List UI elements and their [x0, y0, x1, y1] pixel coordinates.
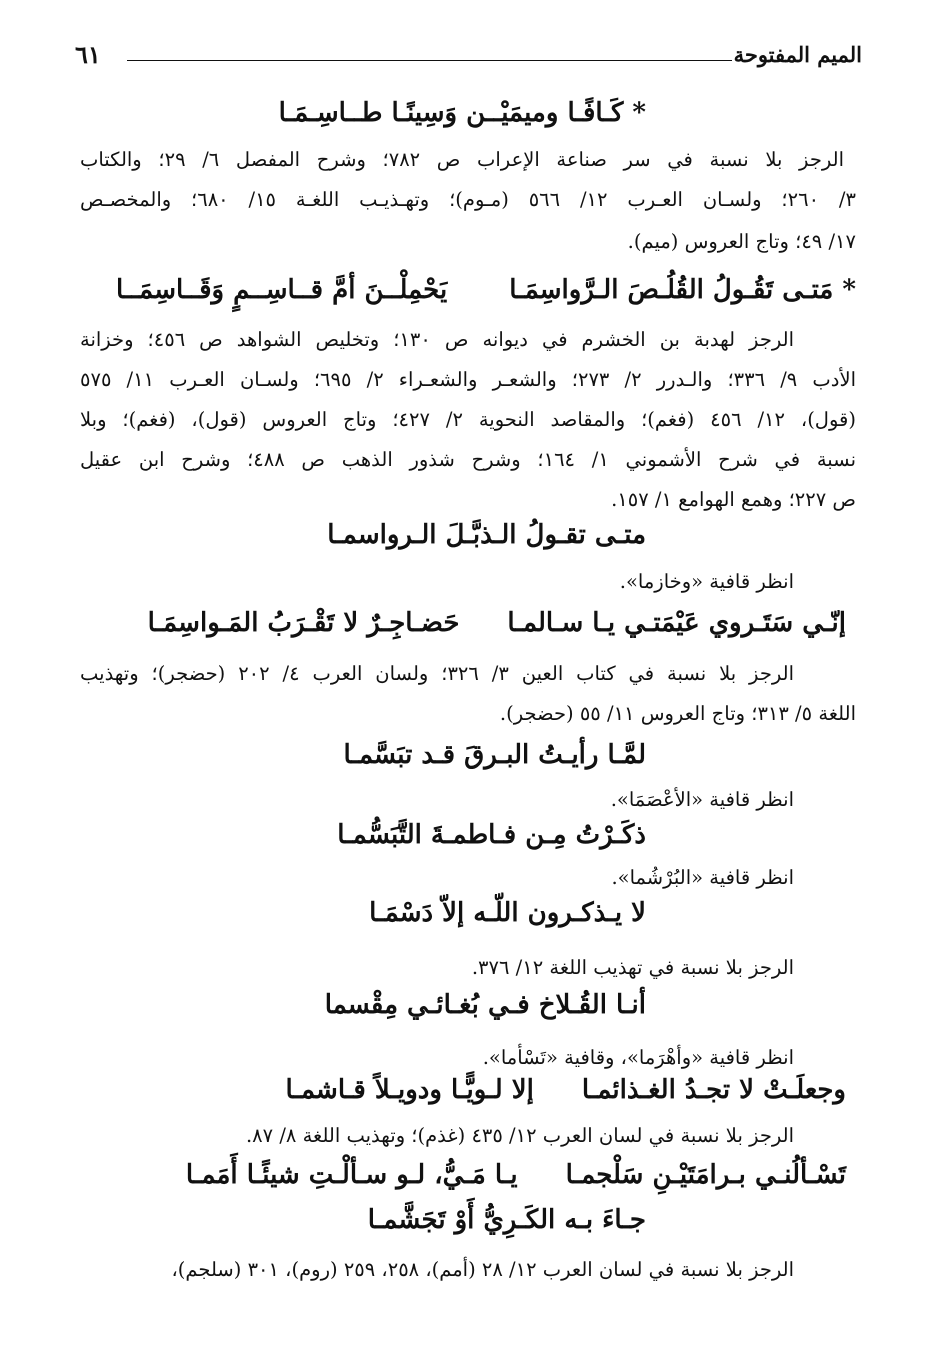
prose-line: انظر قافية «البُرْشُما». [611, 866, 794, 889]
prose-line: الأدب ٩/ ٣٣٦؛ والـدرر ٢/ ٢٧٣؛ والشعـر والشعـراء ٢/ ٦٩٥؛ ولسـان العـرب ١١/ ٥٧٥ [80, 368, 857, 391]
verse-line: متـى تقـولُ الـذبَّـلَ الـرواسمـا [327, 520, 646, 550]
verse-first-hemistich: إنّـي سَتَـروي عَيْمَتـي يـا سـالمـا [507, 608, 846, 638]
verse-line: ذكَـرْتُ مِـن فـاطمـةَ التَّبَسُّمـا [337, 820, 646, 850]
verse-second-hemistich: حَضـاجِـرٌ لا تَقْـرَبُ المَـواسِمَـا [147, 608, 460, 638]
prose-line: الرجز بلا نسبة في لسان العرب ١٢/ ٤٣٥ (غذم)؛ وتهذيب اللغة ٨/ ٨٧. [245, 1124, 794, 1147]
prose-line: نسبة في شرح الأشموني ١/ ١٦٤؛ وشرح شذور الذهب ص ٤٨٨؛ وشرح ابن عقيل [80, 448, 856, 471]
prose-line: انظر قافية «الأعْصَمَا». [610, 788, 794, 811]
prose-line: الرجز بلا نسبة في تهذيب اللغة ١٢/ ٣٧٦. [471, 956, 794, 979]
verse-line: لا يـذكـرون اللّـه إلاّ دَسْمَـا [369, 898, 646, 928]
header-rule [127, 60, 732, 61]
verse-line [148, 608, 846, 638]
verse-line [116, 275, 856, 305]
prose-line: ٣/ ٢٦٠؛ ولسـان العـرب ١٢/ ٥٦٦ (مـوم)؛ وتهـذيـب اللغـة ١٥/ ٦٨٠؛ والمخصـص [80, 188, 856, 211]
prose-line: انظر قافية «وخازما». [619, 570, 794, 593]
verse-line: جـاءَ بـه الكَـرِيُّ أَوْ تَجَشَّمـا [367, 1205, 646, 1235]
verse-line: لمَّـا رأيـتُ البـرقَ قـد تبَسَّمـا [343, 740, 646, 770]
prose-line: اللغة ٥/ ٣١٣؛ وتاج العروس ١١/ ٥٥ (حضجر). [499, 702, 856, 725]
verse-first-hemistich: * مَتـى تَقُـولُ القُلُـصَ الـرَّواسِمَـا [509, 275, 856, 305]
prose-line: ١٧/ ٤٩؛ وتاج العروس (ميم). [627, 230, 856, 253]
verse-second-hemistich: إلا لـويًّـا ودويـلاً قـاشمـا [285, 1075, 534, 1105]
verse-line [186, 1160, 846, 1190]
running-title: الميم المفتوحة [733, 42, 862, 67]
prose-line: انظر قافية «وأهْرَما»، وقافية «تَسْأما». [482, 1046, 794, 1069]
prose-line: الرجز لهدبة بن الخشرم في ديوانه ص ١٣٠؛ وتخليص الشواهد ص ٤٥٦؛ وخزانة [80, 328, 794, 351]
prose-line: ص ٢٢٧؛ وهمع الهوامع ١/ ١٥٧. [611, 488, 856, 511]
verse-first-hemistich: تَسْـألُنـي بـرامَتَيْـنِ سَلْجمـا [565, 1160, 846, 1190]
prose-line: الرجز بلا نسبة في لسان العرب ١٢/ ٢٨ (أمم)، ٢٥٨، ٢٥٩ (روم)، ٣٠١ (سلجم)، [171, 1258, 794, 1281]
verse-first-hemistich: وجعلَـتْ لا تجـدُ الغـذائمـا [581, 1075, 846, 1105]
prose-line: الرجز بلا نسبة في كتاب العين ٣/ ٣٢٦؛ ولسان العرب ٤/ ٢٠٢ (حضجر)؛ وتهذيب [80, 662, 794, 685]
verse-line: أنـا القُـلاخ فـي بُغـائـي مِقْسما [324, 990, 646, 1020]
verse-line: * كَـافًـا وميمَيْــن وَسِينًـا طــاسِـمَـا [278, 98, 646, 128]
verse-second-hemistich: يَحْمِلْــنَ أمَّ قــاسِــمٍ وَقَــاسِمَــا [116, 275, 448, 305]
page-number: ٦١ [75, 40, 101, 69]
prose-line: الرجز بلا نسبة في سر صناعة الإعراب ص ٧٨٢؛ وشرح المفصل ٦/ ٢٩؛ والكتاب [80, 148, 844, 171]
verse-second-hemistich: يـا مَـيُّ، لـو سـألْـتِ شيئًـا أَمَمـا [185, 1160, 518, 1190]
page-header [75, 40, 862, 76]
prose-line: (قول)، ١٢/ ٤٥٦ (فغم)؛ والمقاصد النحوية ٢/ ٤٢٧؛ وتاج العروس (قول)، (فغم)؛ وبلا [80, 408, 856, 431]
verse-line [285, 1075, 846, 1105]
